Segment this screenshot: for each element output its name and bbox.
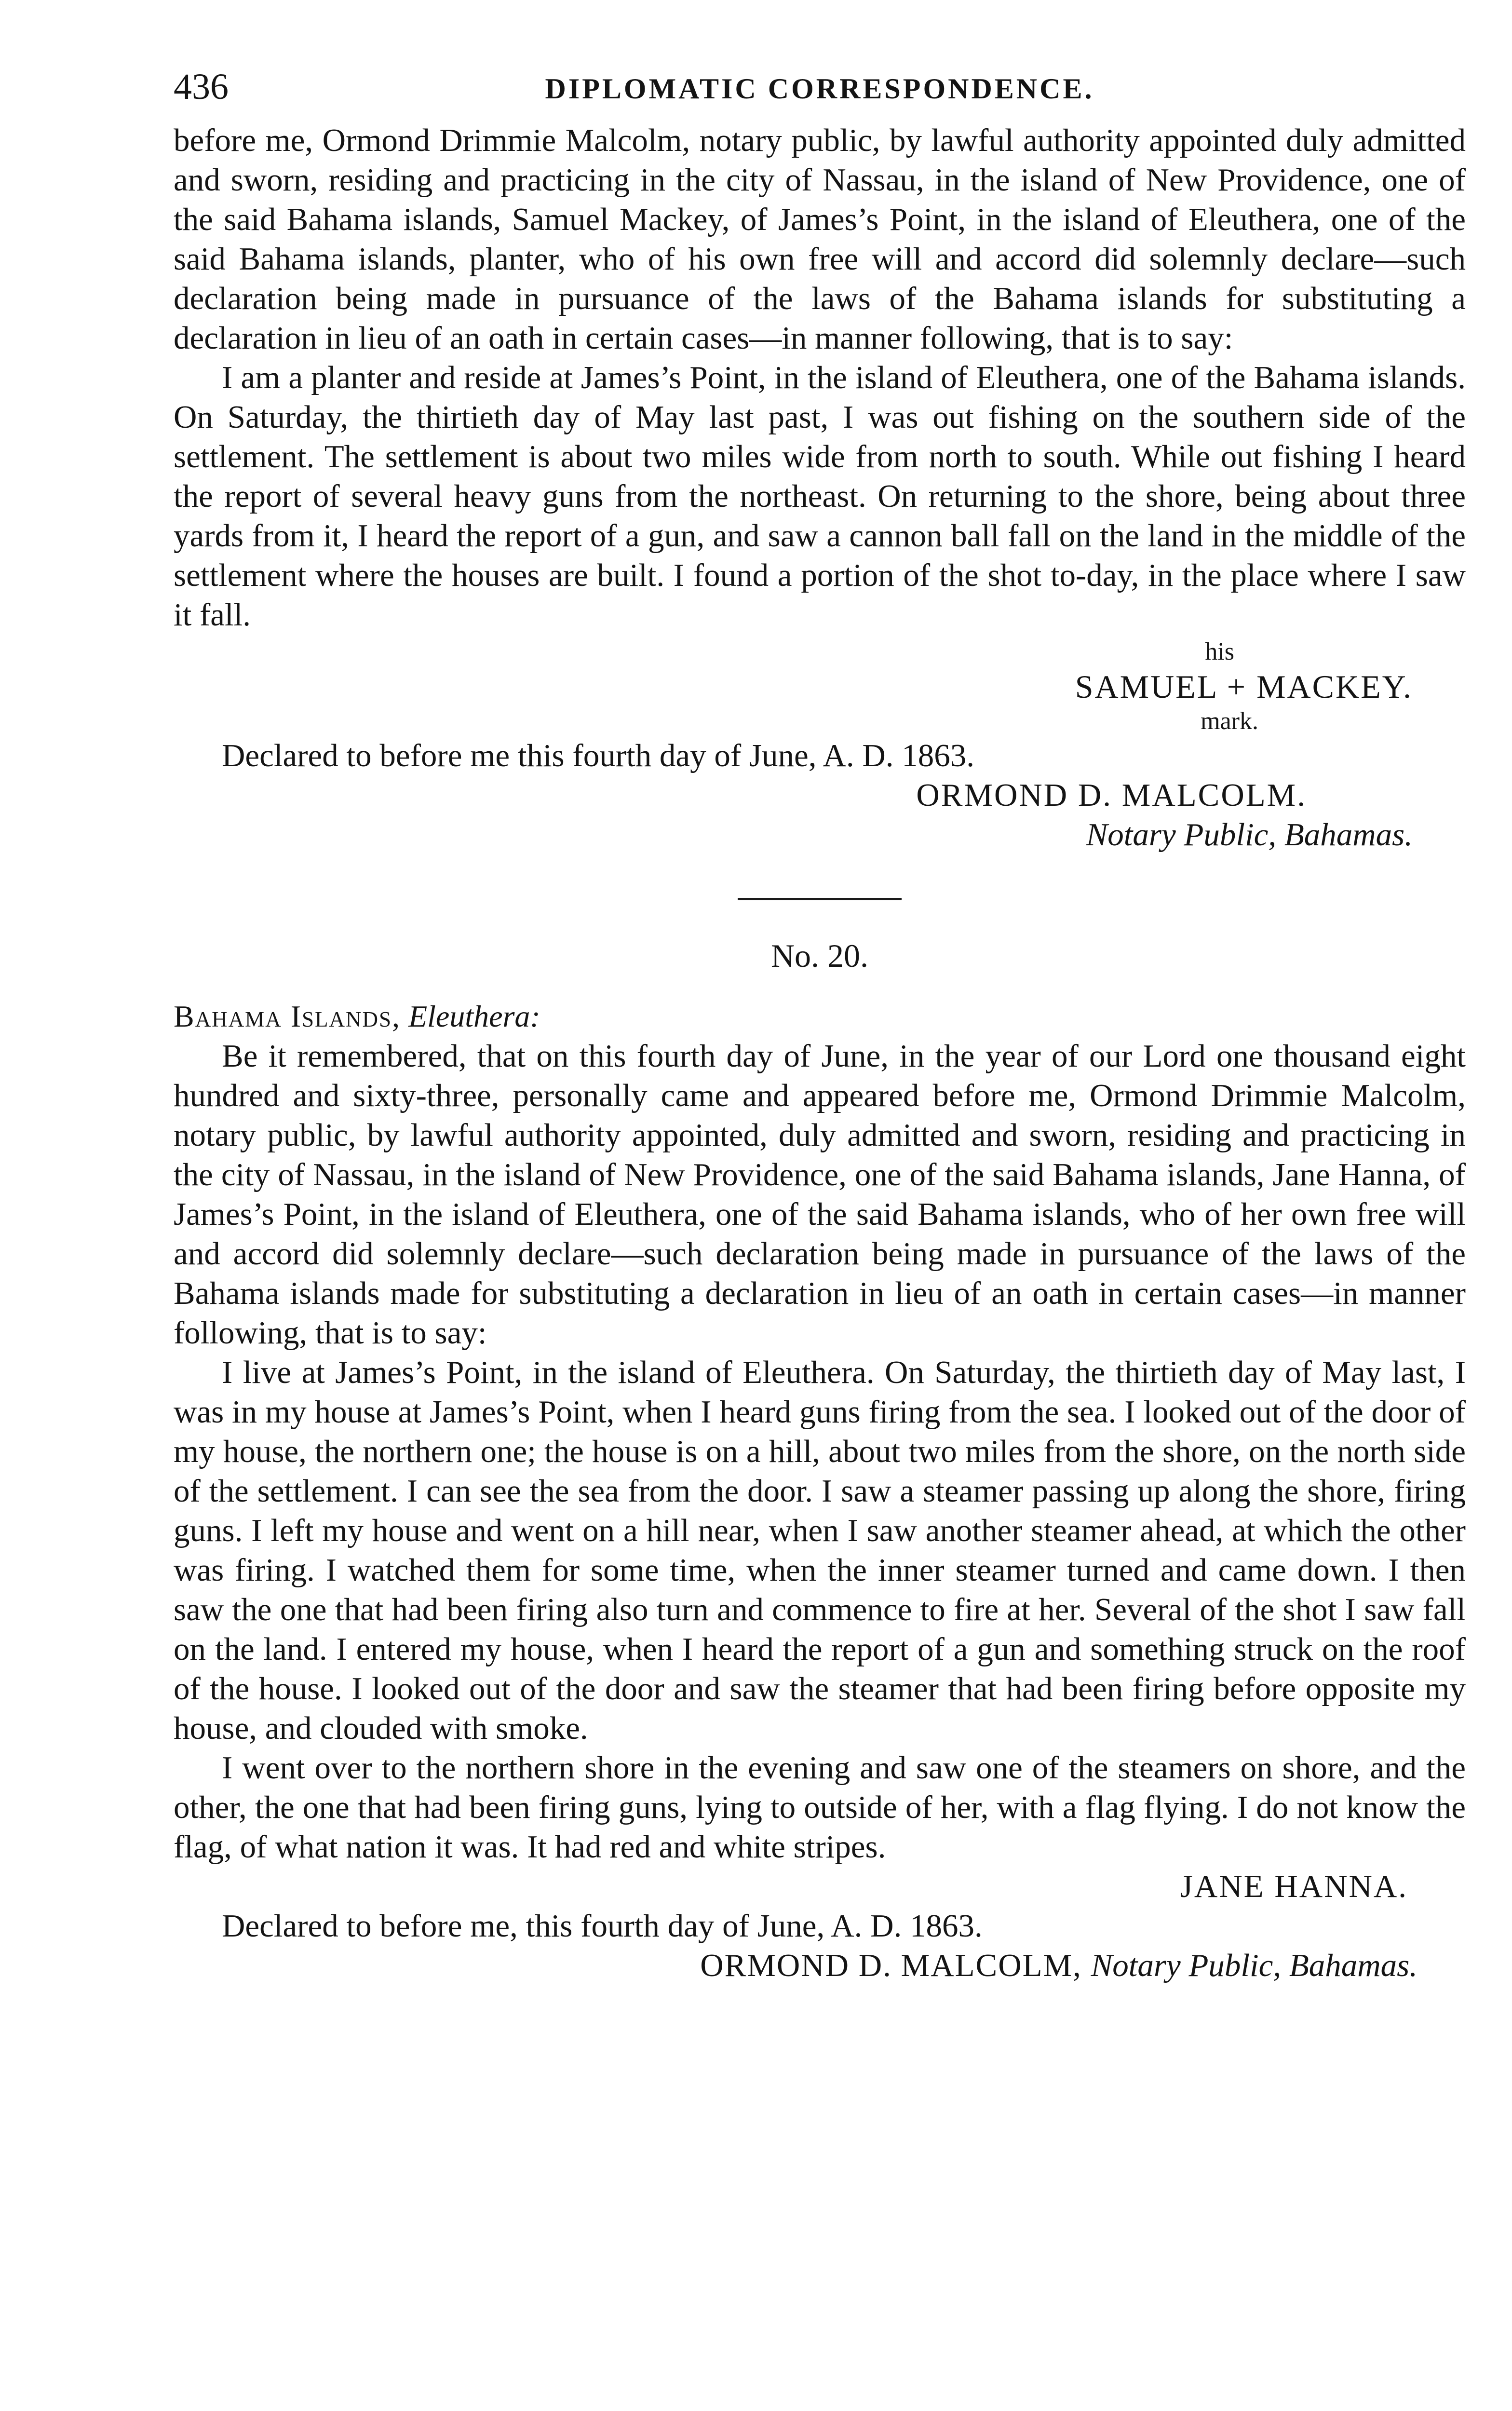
section-divider [738, 898, 902, 900]
declaration-statement-paragraph: I live at James’s Point, in the island of Eleuthera. On Saturday, the thirtieth day of May last, I was in my house at James’s Point, when I heard guns firing from the sea. I looked out of the door of my house, the northern one; the house is on a hill, about two miles from the shore, on the north side of the settlement. I can see the sea from the door. I saw a steamer passing up along the shore, firing guns. I left my house and went on a hill near, when I saw another steamer ahead, at which the other was firing. I watched them for some time, when the inner steamer turned and came down. I then saw the one that had been firing also turn and commence to fire at her. Several of the shot I saw fall on the land. I entered my house, when I heard the report of a gun and something struck on the roof of the house. I looked out of the door and saw the steamer that had been firing before opposite my house, and clouded with smoke. [174, 1354, 1466, 1746]
notary-name: ORMOND D. MALCOLM, [700, 1948, 1082, 1983]
place-island: Eleuthera: [408, 999, 540, 1033]
page-number: 436 [174, 67, 229, 107]
place-name: Bahama Islands, [174, 999, 401, 1033]
document-page [174, 63, 1466, 1985]
declaration-intro-paragraph: before me, Ormond Drimmie Malcolm, notary public, by lawful authority appointed duly admitted and sworn, residing and practicing in the city of Nassau, in the island of New Providence, one of the said Bahama islands, Samuel Mackey, of James’s Point, in the island of Eleuthera, one of the said Bahama islands, planter, who of his own free will and accord did solemnly declare—such declaration being made in pursuance of the laws of the Bahama islands for substituting a declaration in lieu of an oath in certain cases—in manner following, that is to say: [174, 122, 1466, 356]
place-line [174, 997, 1466, 1036]
notary-title: Notary Public, Bahamas. [1086, 817, 1413, 853]
notary-title: Notary Public, Bahamas. [1091, 1948, 1418, 1983]
signature-name: SAMUEL + MACKEY. [1075, 668, 1413, 705]
notary-line [174, 1946, 1466, 1985]
first-declaration [174, 121, 1466, 854]
declaration-statement-paragraph: I went over to the northern shore in the evening and saw one of the steamers on shore, and the other, the one that had been firing guns, lying to outside of her, with a flag flying. I do not know the flag, of what nation it was. It had red and white stripes. [174, 1750, 1466, 1865]
running-title: DIPLOMATIC CORRESPONDENCE. [545, 73, 1094, 105]
declaration-statement-paragraph: I am a planter and reside at James’s Point, in the island of Eleuthera, one of the Bahama islands. On Saturday, the thirtieth day of May last past, I was out fishing on the southern side of the settlement. The settlement is about two miles wide from north to south. While out fishing I heard the report of several heavy guns from the northeast. On returning to the shore, being about three yards from it, I heard the report of a gun, and saw a cannon ball fall on the land in the middle of the settlement where the houses are built. I found a portion of the shot to-day, in the place where I saw it fall. [174, 360, 1466, 633]
document-number-heading: No. 20. [770, 937, 869, 974]
signature-name: JANE HANNA. [1180, 1869, 1408, 1904]
signature-his: his [1205, 638, 1234, 665]
declaration-intro-paragraph: Be it remembered, that on this fourth day of June, in the year of our Lord one thousand eight hundred and sixty-three, personally came and appeared before me, Ormond Drimmie Malcolm, notary public, by lawful authority appointed, duly admitted and sworn, residing and practicing in the city of Nassau, in the island of New Providence, one of the said Bahama islands, Jane Hanna, of James’s Point, in the island of Eleuthera, one of the said Bahama islands, who of her own free will and accord did solemnly declare—such declaration being made in pursuance of the laws of the Bahama islands made for substituting a declaration in lieu of an oath in certain cases—in manner following, that is to say: [174, 1038, 1466, 1351]
notary-name: ORMOND D. MALCOLM. [916, 777, 1307, 813]
page-header [174, 63, 1466, 121]
second-declaration [174, 997, 1466, 1985]
declared-line: Declared to before me, this fourth day of June, A. D. 1863. [222, 1908, 983, 1944]
signature-block [174, 637, 1466, 736]
declared-line: Declared to before me this fourth day of June, A. D. 1863. [222, 738, 975, 773]
signature-mark: mark. [1201, 707, 1258, 735]
